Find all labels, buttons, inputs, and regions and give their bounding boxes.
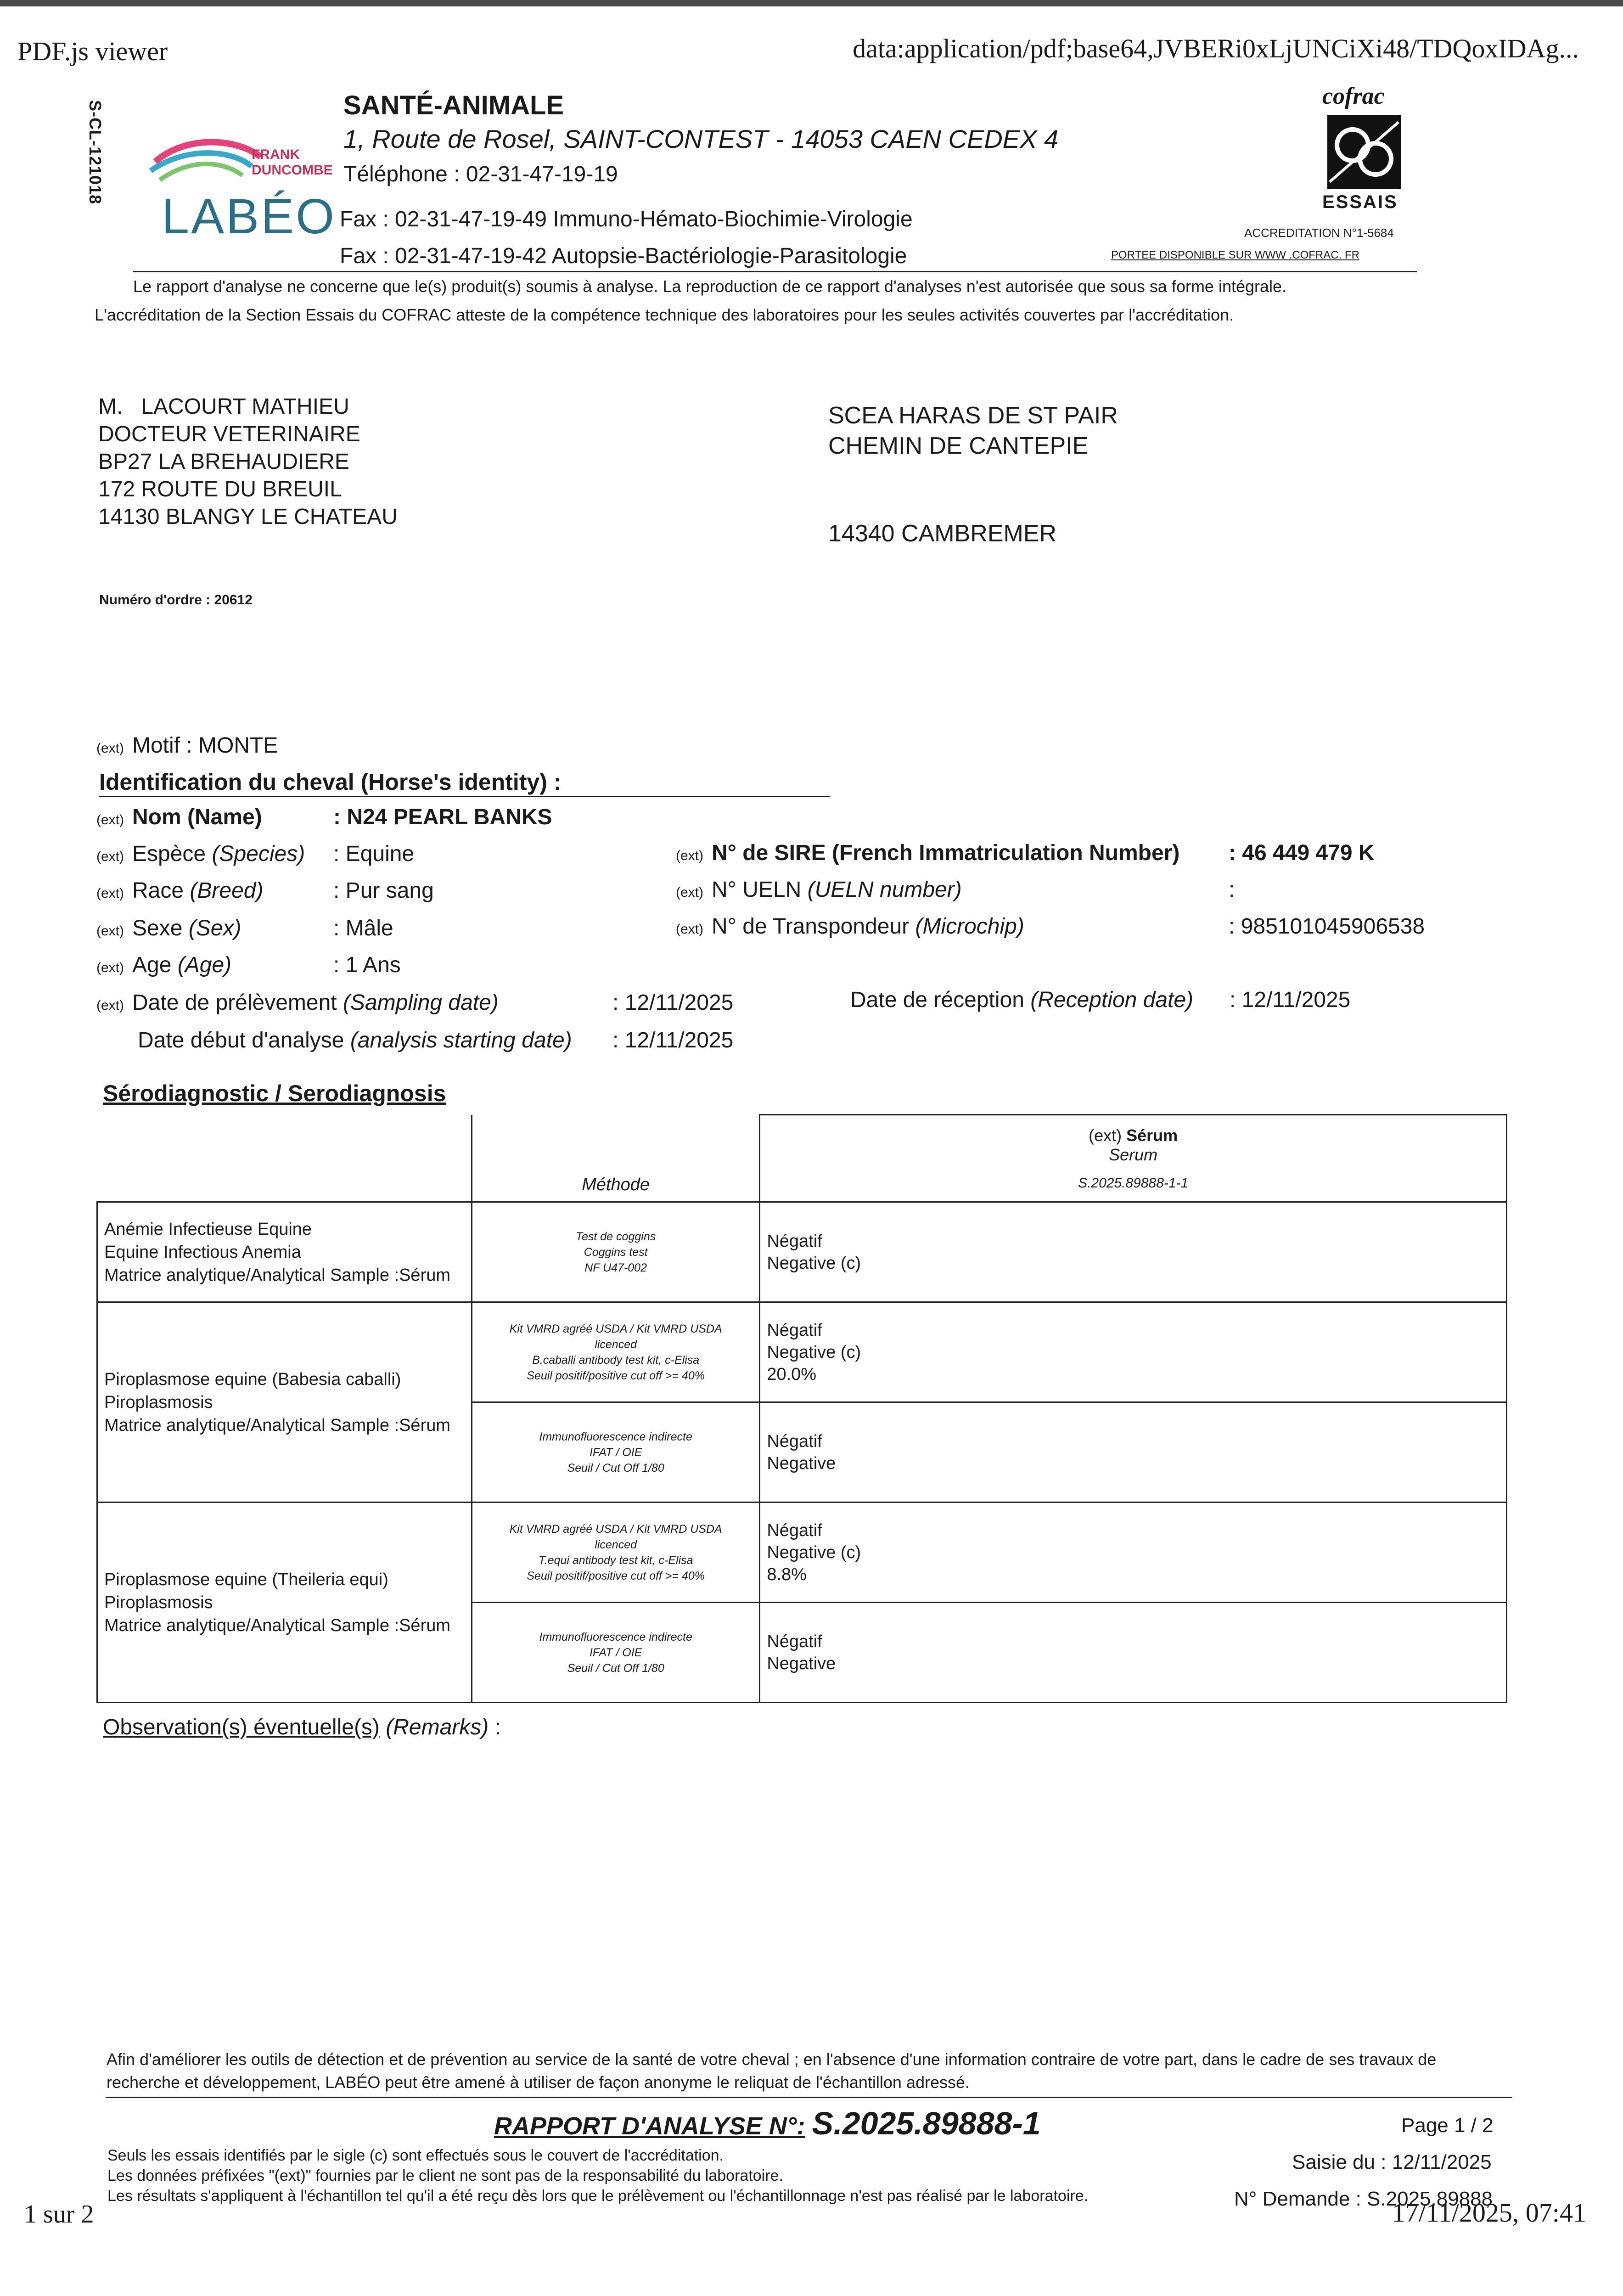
method-cell [472, 1503, 759, 1603]
serodiagnosis-title: Sérodiagnostic / Serodiagnosis [103, 1080, 446, 1106]
vet-line: 172 ROUTE DU BREUIL [98, 477, 342, 501]
sample-ext: (ext) [1089, 1125, 1127, 1145]
remarks-colon: : [494, 1715, 501, 1739]
result-line: Négatif [767, 1231, 822, 1251]
vet-line: M. LACOURT MATHIEU [98, 394, 349, 419]
transponder-row [676, 914, 1425, 939]
viewer-top-border [0, 0, 1623, 6]
sampling-date-row [96, 990, 734, 1015]
print-datetime: 17/11/2025, 07:41 [1392, 2198, 1586, 2228]
result-line: Négatif [767, 1632, 822, 1651]
reception-date-value: : 12/11/2025 [1230, 988, 1351, 1012]
method-line: Seuil positif/positive cut off >= 40% [527, 1369, 705, 1382]
page-number: Page 1 / 2 [1401, 2114, 1494, 2137]
sample-en: Serum [1109, 1145, 1158, 1164]
age-label: Age [132, 953, 178, 977]
sample-header [760, 1115, 1507, 1202]
sampling-date-value: : 12/11/2025 [612, 990, 734, 1015]
vet-line: DOCTEUR VETERINAIRE [98, 422, 360, 446]
ext-tag: (ext) [96, 998, 124, 1013]
breed-label: Race [132, 878, 190, 903]
ext-tag: (ext) [96, 886, 124, 901]
sample-reuse-notice: Afin d'améliorer les outils de détection et de prévention au service de la santé de votre cheval ; en l'absence d'une information contraire de votre part, dans le cadre de ses travaux de recherche et développement, LABÉO peut être amené à utiliser de façon anonyme le reliquat de l'échantillon adressé. [107, 2050, 1437, 2092]
analyte-babesia [97, 1302, 472, 1503]
method-line: Kit VMRD agréé USDA / Kit VMRD USDA [509, 1322, 722, 1335]
sex-label: Sexe [132, 916, 189, 940]
breed-row [96, 878, 434, 903]
owner-address-block [828, 400, 1118, 461]
footer-note: Seuls les essais identifiés par le sigle (c) sont effectués sous le couvert de l'accréditation. [107, 2147, 724, 2164]
footer-note: Les données préfixées "(ext)" fournies par le client ne sont pas de la responsabilité du laboratoire. [107, 2167, 783, 2184]
footer-notes [107, 2145, 1088, 2206]
species-value: : Equine [333, 842, 415, 866]
table-row [97, 1202, 1507, 1302]
vet-address-block [98, 393, 398, 531]
sample-id: S.2025.89888-1-1 [1078, 1175, 1189, 1191]
accreditation-number: ACCREDITATION N°1-5684 [1244, 226, 1394, 240]
age-value: : 1 Ans [333, 953, 401, 977]
portee-link[interactable]: PORTEE DISPONIBLE SUR WWW .COFRAC. FR [1111, 249, 1359, 261]
sample-fr: Sérum [1126, 1125, 1178, 1145]
owner-city: 14340 CAMBREMER [828, 520, 1057, 547]
ext-tag: (ext) [96, 741, 124, 756]
results-table [96, 1114, 1507, 1703]
report-number-value: S.2025.89888-1 [812, 2105, 1041, 2141]
sire-value: : 46 449 479 K [1229, 841, 1375, 865]
disclaimer-2: L'accréditation de la Section Essais du COFRAC atteste de la compétence technique des laboratoires pour les seules activités couvertes par l'accréditation. [95, 305, 1234, 324]
analyte-line: Piroplasmosis [104, 1392, 213, 1412]
method-line: Test de coggins [576, 1230, 656, 1243]
reception-date-row [850, 987, 1351, 1013]
species-row [96, 841, 415, 867]
header-empty-cell [97, 1115, 472, 1202]
table-row [97, 1503, 1507, 1603]
method-line: Coggins test [584, 1245, 648, 1259]
transponder-label-en: (Microchip) [915, 914, 1024, 939]
sex-label-en: (Sex) [188, 916, 241, 940]
remarks-en: (Remarks) [379, 1715, 495, 1739]
breed-value: : Pur sang [333, 878, 434, 903]
horse-name-value: : N24 PEARL BANKS [333, 805, 552, 829]
remarks-fr: Observation(s) éventuelle(s) [103, 1715, 380, 1739]
lab-fax-2: Fax : 02-31-47-19-42 Autopsie-Bactériologie-Parasitologie [340, 244, 907, 268]
table-header-row [97, 1115, 1507, 1202]
reception-date-label: Date de réception [850, 988, 1031, 1012]
analyte-line: Piroplasmosis [104, 1593, 213, 1612]
ueln-label-en: (UELN number) [807, 878, 962, 902]
method-header: Méthode [472, 1115, 759, 1202]
method-line: Immunofluorescence indirecte [539, 1630, 692, 1643]
method-line: IFAT / OIE [589, 1646, 642, 1659]
cofrac-logo-icon [1325, 113, 1403, 191]
ueln-value: : [1229, 878, 1235, 902]
report-number [494, 2105, 1041, 2142]
result-line: Négatif [767, 1431, 822, 1451]
method-cell [472, 1402, 759, 1503]
horse-name-label: Nom (Name) [132, 805, 262, 829]
reception-date-label-en: (Reception date) [1030, 988, 1194, 1012]
order-number: Numéro d'ordre : 20612 [99, 592, 253, 608]
result-line: Negative (c) [767, 1253, 861, 1273]
age-label-en: (Age) [177, 953, 232, 977]
analysis-start-value: : 12/11/2025 [612, 1028, 734, 1052]
horse-name-row [96, 805, 552, 830]
result-line: Négatif [767, 1520, 822, 1540]
page-indicator: 1 sur 2 [24, 2200, 94, 2228]
breed-label-en: (Breed) [190, 878, 264, 903]
analyte-line: Matrice analytique/Analytical Sample :Sérum [104, 1615, 451, 1635]
footer-note: Les résultats s'appliquent à l'échantillon tel qu'il a été reçu dès lors que le prélèvement ou l'échantillonnage n'est pas réalisé par le laboratoire. [107, 2187, 1089, 2205]
analysis-start-label: Date début d'analyse [138, 1028, 350, 1052]
method-line: IFAT / OIE [589, 1446, 642, 1459]
species-label-en: (Species) [212, 842, 305, 866]
result-cell [760, 1202, 1507, 1302]
transponder-label: N° de Transpondeur [712, 914, 915, 939]
sampling-date-label-en: (Sampling date) [343, 990, 499, 1015]
motif [96, 733, 278, 758]
ext-tag: (ext) [96, 960, 124, 975]
analyte-line: Piroplasmose equine (Babesia caballi) [104, 1369, 401, 1389]
method-line: NF U47-002 [584, 1261, 647, 1274]
analyte-line: Matrice analytique/Analytical Sample :Sérum [104, 1265, 451, 1285]
disclaimer-1: Le rapport d'analyse ne concerne que le(s) produit(s) soumis à analyse. La reproduction de ce rapport d'analyses n'est autorisée que sous sa forme intégrale. [133, 277, 1287, 296]
method-cell [472, 1302, 759, 1402]
analyte-aie [97, 1202, 472, 1302]
sex-value: : Mâle [333, 916, 393, 940]
cofrac-wordmark: cofrac [1322, 83, 1385, 109]
sampling-date-label: Date de prélèvement [132, 990, 343, 1015]
report-number-label: RAPPORT D'ANALYSE N°: [494, 2112, 805, 2140]
ext-tag: (ext) [676, 922, 703, 937]
result-line: Negative (c) [767, 1542, 861, 1562]
table-row [97, 1302, 1507, 1402]
logo-sub-line1: FRANK [252, 147, 300, 162]
ueln-row [676, 877, 1235, 902]
sire-row [676, 840, 1375, 866]
ext-tag: (ext) [96, 923, 124, 939]
logo-subtitle [252, 147, 333, 178]
method-line: Kit VMRD agréé USDA / Kit VMRD USDA [509, 1522, 722, 1536]
age-row [96, 952, 401, 978]
analyte-line: Matrice analytique/Analytical Sample :Sérum [104, 1415, 451, 1435]
method-cell [472, 1202, 759, 1302]
analysis-start-label-en: (analysis starting date) [350, 1028, 572, 1052]
result-cell [760, 1603, 1507, 1703]
ext-tag: (ext) [676, 848, 703, 863]
side-code: S-CL-121018 [86, 100, 105, 205]
species-label: Espèce [132, 842, 212, 866]
sex-row [96, 916, 393, 941]
analyte-theileria [97, 1503, 472, 1703]
result-line: Negative (c) [767, 1342, 861, 1362]
result-line: 20.0% [767, 1364, 817, 1384]
motif-text: Motif : MONTE [132, 733, 278, 758]
request-number: N° Demande : S.2025.89888 [1234, 2188, 1493, 2210]
method-line: Immunofluorescence indirecte [539, 1430, 692, 1443]
method-line: Seuil / Cut Off 1/80 [567, 1461, 664, 1474]
result-cell [760, 1402, 1507, 1503]
analysis-start-row [138, 1028, 734, 1053]
ext-tag: (ext) [96, 812, 124, 827]
method-line: B.caballi antibody test kit, c-Elisa [532, 1353, 700, 1367]
method-line: Seuil / Cut Off 1/80 [567, 1661, 664, 1675]
logo-sub-line2: DUNCOMBE [252, 163, 333, 178]
owner-line: SCEA HARAS DE ST PAIR [828, 402, 1118, 429]
transponder-value: : 985101045906538 [1229, 914, 1425, 939]
lab-fax-1: Fax : 02-31-47-19-49 Immuno-Hémato-Biochimie-Virologie [340, 207, 913, 231]
footer-divider [106, 2097, 1512, 2098]
vet-line: BP27 LA BREHAUDIERE [98, 450, 349, 474]
vet-line: 14130 BLANGY LE CHATEAU [98, 505, 398, 529]
method-line: T.equi antibody test kit, c-Elisa [538, 1553, 693, 1567]
analyte-line: Anémie Infectieuse Equine [104, 1219, 312, 1239]
sire-label: N° de SIRE (French Immatriculation Number) [712, 841, 1180, 865]
cofrac-essais: ESSAIS [1322, 192, 1398, 212]
lab-address: 1, Route de Rosel, SAINT-CONTEST - 14053 CAEN CEDEX 4 [343, 124, 1059, 153]
analyte-line: Piroplasmose equine (Theileria equi) [104, 1570, 388, 1589]
analyte-line: Equine Infectious Anemia [104, 1242, 301, 1262]
owner-line: CHEMIN DE CANTEPIE [828, 433, 1089, 459]
header-divider [133, 271, 1417, 272]
method-cell [472, 1603, 759, 1703]
identity-divider [99, 796, 830, 797]
method-line: Seuil positif/positive cut off >= 40% [527, 1569, 705, 1582]
lab-phone: Téléphone : 02-31-47-19-19 [343, 162, 618, 186]
ueln-label: N° UELN [712, 878, 808, 902]
result-cell [760, 1503, 1507, 1603]
method-line: licenced [595, 1538, 637, 1551]
result-line: Négatif [767, 1320, 822, 1340]
remarks-label [103, 1715, 501, 1740]
lab-name: SANTÉ-ANIMALE [343, 90, 564, 120]
result-cell [760, 1302, 1507, 1402]
result-line: Negative [767, 1453, 836, 1473]
method-line: licenced [595, 1338, 637, 1351]
identity-title: Identification du cheval (Horse's identity) : [99, 769, 562, 795]
viewer-title: PDF.js viewer [17, 36, 168, 66]
result-line: Negative [767, 1654, 836, 1673]
ext-tag: (ext) [676, 885, 703, 900]
entry-date: Saisie du : 12/11/2025 [1292, 2151, 1492, 2173]
ext-tag: (ext) [96, 849, 124, 864]
viewer-url: data:application/pdf;base64,JVBERi0xLjUNCiXi48/TDQoxIDAg... [853, 34, 1579, 63]
result-line: 8.8% [767, 1564, 807, 1584]
logo-wordmark: LABÉO [162, 188, 337, 244]
